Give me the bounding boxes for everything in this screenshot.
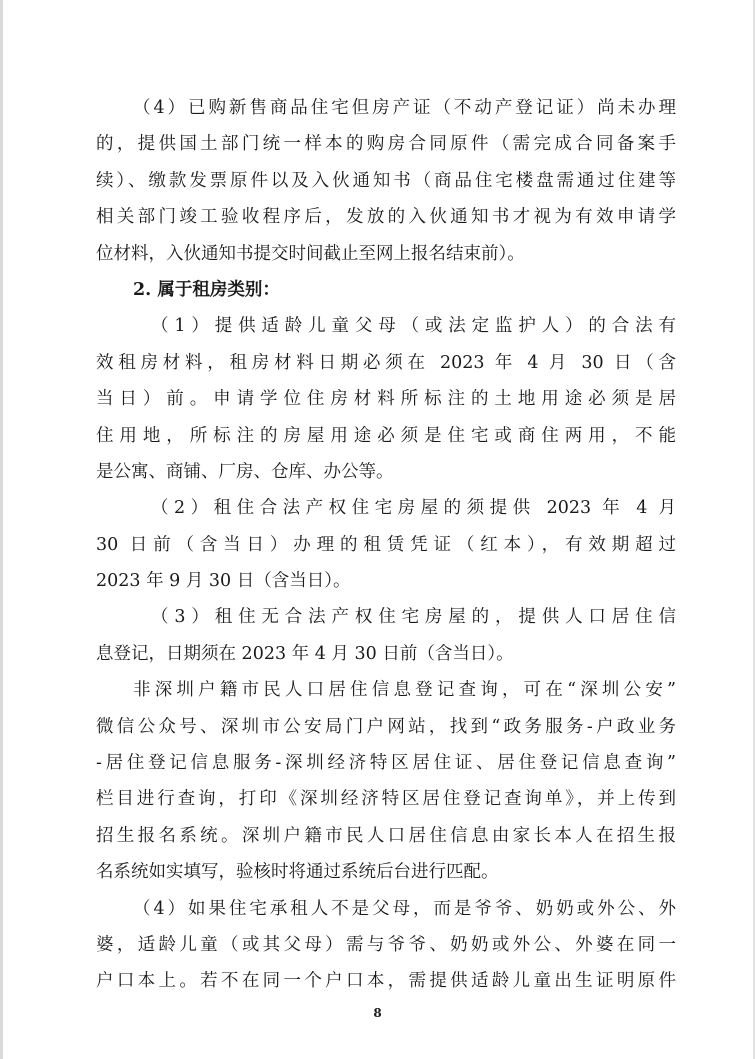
paragraph-line: 栏目进行查询，打印《深圳经济特区居住登记查询单》，并上传到 — [96, 789, 676, 810]
paragraph-line: 户口本上。若不在同一个户口本，需提供适龄儿童出生证明原件 — [96, 971, 676, 992]
paragraph-line: -居住登记信息服务-深圳经济特区居住证、居住登记信息查询” — [96, 753, 676, 774]
paragraph-line: 30 日前（含当日）办理的租赁凭证（红本），有效期超过 — [96, 534, 676, 555]
page-edge-left — [0, 0, 3, 1059]
paragraph-line: 非深圳户籍市民人口居住信息登记查询，可在“深圳公安” — [133, 680, 676, 701]
paragraph-line: 息登记，日期须在 2023 年 4 月 30 日前（含当日）。 — [96, 643, 514, 664]
paragraph-line: 招生报名系统。深圳户籍市民人口居住信息由家长本人在招生报 — [96, 825, 676, 846]
paragraph-line: （4）如果住宅承租人不是父母，而是爷爷、奶奶或外公、外 — [133, 898, 676, 919]
paragraph-line: （1）提供适龄儿童父母（或法定监护人）的合法有 — [151, 316, 676, 337]
paragraph-line: （3）租住无合法产权住宅房屋的，提供人口居住信 — [151, 607, 676, 628]
section-heading: 2. 属于租房类别： — [133, 279, 280, 300]
paragraph-line: 当日）前。申请学位住房材料所标注的土地用途必须是居 — [96, 389, 676, 410]
page-number: 8 — [373, 1006, 382, 1020]
paragraph-line: 微信公众号、深圳市公安局门户网站，找到“政务服务-户政业务 — [96, 716, 676, 737]
paragraph-line: 是公寓、商铺、厂房、仓库、办公等。 — [96, 461, 394, 482]
document-body — [96, 90, 676, 1000]
paragraph-line: 名系统如实填写，验核时将通过系统后台进行匹配。 — [96, 862, 499, 883]
paragraph-line: 婆，适龄儿童（或其父母）需与爷爷、奶奶或外公、外婆在同一 — [96, 934, 676, 955]
paragraph-line: （4）已购新售商品住宅但房产证（不动产登记证）尚未办理 — [133, 98, 676, 118]
paragraph-line: 相关部门竣工验收程序后，发放的入伙通知书才视为有效申请学 — [96, 207, 676, 228]
paragraph-line: 2023 年 9 月 30 日（含当日）。 — [96, 571, 351, 592]
paragraph-line: 住用地，所标注的房屋用途必须是住宅或商住两用，不能 — [96, 425, 676, 446]
paragraph-line: 的，提供国土部门统一样本的购房合同原件（需完成合同备案手 — [96, 134, 676, 155]
paragraph-line: 位材料，入伙通知书提交时间截止至网上报名结束前）。 — [96, 243, 525, 264]
paragraph-line: （2）租住合法产权住宅房屋的须提供 2023 年 4 月 — [151, 498, 676, 519]
paragraph-line: 续）、缴款发票原件以及入伙通知书（商品住宅楼盘需通过住建等 — [96, 170, 676, 191]
paragraph-line: 效租房材料，租房材料日期必须在 2023 年 4 月 30 日（含 — [96, 352, 676, 373]
